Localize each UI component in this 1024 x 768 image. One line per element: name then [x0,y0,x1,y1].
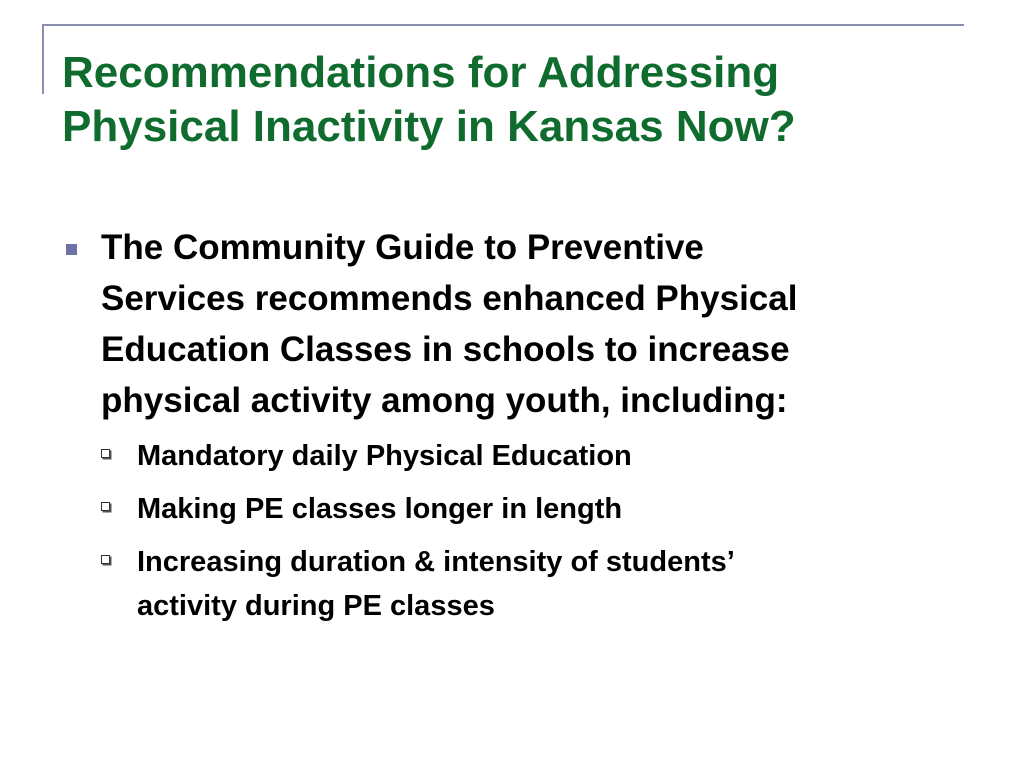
sub-bullet-item [101,540,981,628]
frame-left-line [42,24,44,94]
sub-bullet-line: Mandatory daily Physical Education [137,440,632,472]
slide-title [62,46,982,154]
sub-bullet-text [137,540,981,628]
slide-title-line: Recommendations for Addressing [62,48,780,97]
sub-bullet-text [137,487,981,531]
main-bullet-line: Education Classes in schools to increase [101,330,790,369]
sub-bullet-line: Making PE classes longer in length [137,493,623,525]
sub-bullet-text [137,434,981,478]
square-bullet-icon [66,244,77,255]
slide-title-line: Physical Inactivity in Kansas Now? [62,102,796,151]
main-bullet-line: Services recommends enhanced Physical [101,279,798,318]
main-bullet-line: physical activity among youth, including: [101,381,788,420]
main-bullet-item [66,222,966,426]
main-bullet-line: The Community Guide to Preventive [101,228,704,267]
sub-bullet-line: activity during PE classes [137,590,495,622]
sub-bullet-item [101,434,981,478]
main-bullet-text [101,222,966,426]
hollow-square-bullet-icon [101,502,110,511]
sub-bullet-line: Increasing duration & intensity of students’ [137,546,735,578]
sub-bullet-item [101,487,981,531]
hollow-square-bullet-icon [101,449,110,458]
hollow-square-bullet-icon [101,555,110,564]
frame-top-line [42,24,964,26]
